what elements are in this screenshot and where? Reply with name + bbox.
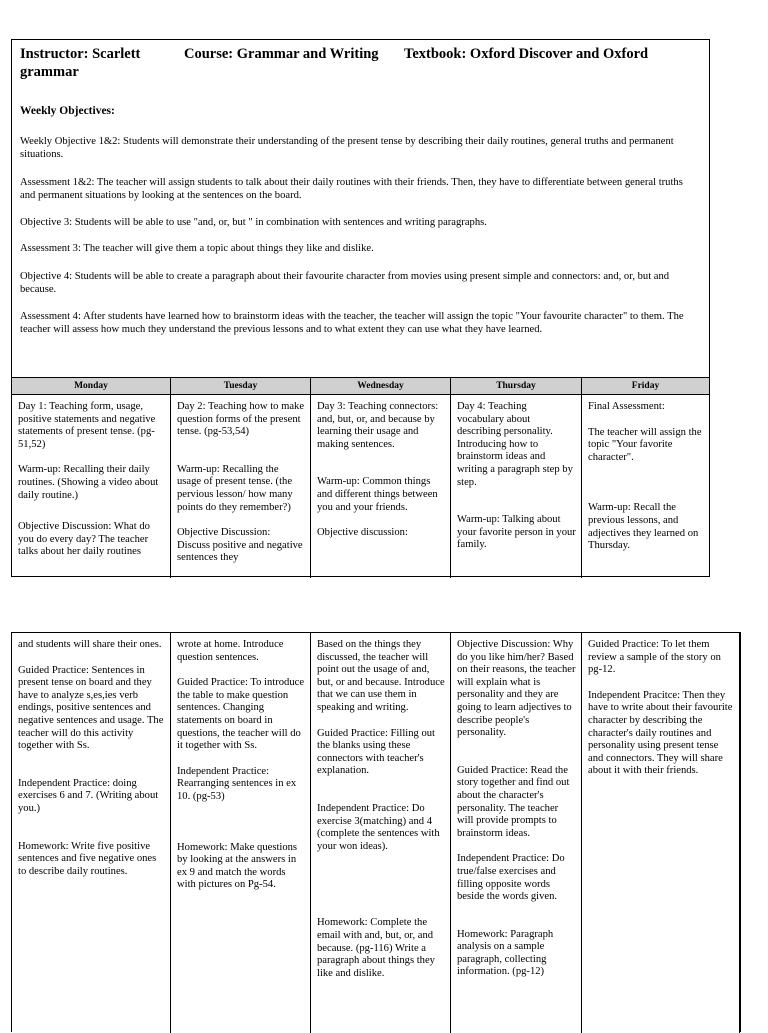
thursday-cell: [451, 401, 581, 577]
monday-cell-continued: [12, 639, 170, 1029]
instructor-label: Instructor: Scarlett: [20, 46, 141, 62]
wednesday-objective-discussion-continued: Based on the things they discussed, the teacher will point out the usage of and, but, or and because. Introduce that we can use them in speaking and writing.: [317, 639, 445, 713]
thursday-warm-up: Warm-up: Talking about your favorite person in your family.: [457, 514, 576, 551]
day-header-wednesday: Wednesday: [357, 381, 404, 391]
wednesday-cell-continued: [311, 639, 450, 1029]
wednesday-homework: Homework: Complete the email with and, but, or, and because. (pg-116) Write a paragraph about things they like and dislike.: [317, 917, 435, 979]
friday-cell-continued: [582, 639, 739, 1029]
day-header-friday: Friday: [631, 381, 660, 391]
wednesday-warm-up: Warm-up: Common things and different things between you and your friends.: [317, 476, 438, 513]
tuesday-warm-up: Warm-up: Recalling the usage of present tense. (the pervious lesson/ how many points do they remember?): [177, 463, 293, 513]
tuesday-day-plan: Day 2: Teaching how to make question forms of the present tense. (pg-53,54): [177, 401, 305, 438]
objective-1-2: Weekly Objective 1&2: Students will demonstrate their understanding of the present tense by describing their daily routines, general truths and permanent situations.: [20, 136, 674, 160]
monday-share: and students will share their ones.: [18, 639, 162, 650]
weekly-objectives-heading: Weekly Objectives:: [20, 105, 115, 117]
column-divider: [739, 633, 740, 1033]
wednesday-day-plan: Day 3: Teaching connectors: and, but, or, and because by learning their usage and making sentences.: [317, 401, 439, 450]
friday-guided-practice: Guided Practice: To let them review a sample of the story on pg-12.: [588, 639, 721, 676]
course-label: Course: Grammar and Writing: [184, 46, 379, 62]
tuesday-cell: [171, 401, 310, 577]
tuesday-independent-practice: Independent Practice: Rearranging sentences in ex 10. (pg-53): [177, 765, 297, 802]
tuesday-guided-practice: Guided Practice: To introduce the table to make question sentences. Changing statements on board in questions, the teacher will do it together with Ss.: [177, 677, 305, 752]
thursday-homework: Homework: Paragraph analysis on a sample paragraph, collecting information. (pg-12): [457, 928, 554, 978]
thursday-cell-continued: [451, 639, 581, 1029]
textbook-label: Textbook: Oxford Discover and Oxford: [404, 46, 649, 62]
tuesday-objective-discussion: Objective Discussion: Discuss positive and negative sentences they: [177, 527, 303, 564]
days-header-row: [12, 377, 709, 395]
day-header-monday: Monday: [74, 381, 108, 391]
lesson-plan-page-1: [11, 39, 710, 577]
day-header-tuesday: Tuesday: [223, 381, 258, 391]
wednesday-guided-practice: Guided Practice: Filling out the blanks using these connectors with teacher's explanation.: [317, 727, 435, 777]
tuesday-introduce: wrote at home. Introduce question sentences.: [177, 639, 284, 663]
objective-4: Objective 4: Students will be able to create a paragraph about their favourite character from movies using present simple and connectors: and, or, but and because.: [20, 271, 670, 295]
friday-warm-up: Warm-up: Recall the previous lessons, and adjectives they learned on Thursday.: [588, 502, 699, 552]
monday-independent-practice: Independent Practice: doing exercises 6 and 7. (Writing about you.): [18, 777, 159, 814]
friday-assign-topic: The teacher will assign the topic "Your favorite character".: [588, 426, 702, 463]
assessment-1-2: Assessment 1&2: The teacher will assign students to talk about their daily routines with their friends. Then, they have to differentiate between general truths and permanent situations by looking at the sentences on the board.: [20, 177, 683, 201]
monday-day-plan: Day 1: Teaching form, usage, positive statements and negative statements of present tense. (pg-51,52): [18, 401, 156, 450]
tuesday-cell-continued: [171, 639, 310, 1029]
friday-final-assessment: Final Assessment:: [588, 401, 665, 412]
tuesday-homework: Homework: Make questions by looking at the answers in ex 9 and match the words with pictures on Pg-54.: [177, 841, 298, 891]
thursday-objective-discussion: Objective Discussion: Why do you like him/her? Based on their reasons, the teacher will explain what is personality and they are going to learn adjectives to describe people's personality.: [457, 639, 576, 739]
monday-cell: [12, 401, 170, 577]
assessment-3: Assessment 3: The teacher will give them a topic about things they like and dislike.: [20, 243, 374, 254]
thursday-guided-practice: Guided Practice: Read the story together and find out about the character's personality. The teacher will provide prompts to brainstorm ideas.: [457, 764, 570, 839]
day-header-thursday: Thursday: [496, 381, 536, 391]
objective-3: Objective 3: Students will be able to use "and, or, but " in combination with sentences and writing paragraphs.: [20, 217, 487, 228]
monday-warm-up: Warm-up: Recalling their daily routines. (Showing a video about daily routine.): [18, 464, 159, 501]
friday-independent-practice: Independent Pracitce: Then they have to write about their favourite character by describing the character's daily routines and personality using present tense and connectors. They will share about it with their friends.: [588, 689, 733, 777]
thursday-independent-practice: Independent Practice: Do true/false exercises and filling opposite words beside the words given.: [457, 853, 565, 903]
monday-objective-discussion: Objective Discussion: What do you do every day? The teacher talks about her daily routines: [18, 521, 150, 558]
textbook-label-continued: grammar: [20, 64, 79, 80]
lesson-plan-page-2: [11, 632, 741, 1032]
friday-cell: [582, 401, 710, 577]
wednesday-independent-practice: Independent Practice: Do exercise 3(matching) and 4 (complete the sentences with your won ideas).: [317, 802, 440, 852]
assessment-4: Assessment 4: After students have learned how to brainstorm ideas with the teacher, the teacher will assign the topic "Your favourite character" to them. The teacher will assess how much they understand the previous lessons and to what extent they can use what they have learned.: [20, 311, 684, 335]
wednesday-objective-discussion: Objective discussion:: [317, 527, 408, 539]
monday-homework: Homework: Write five positive sentences and five negative ones to describe daily routines.: [18, 840, 157, 877]
wednesday-cell: [311, 401, 450, 577]
thursday-day-plan: Day 4: Teaching vocabulary about describing personality. Introducing how to brainstorm ideas and writing a paragraph step by step.: [457, 401, 573, 488]
monday-guided-practice: Guided Practice: Sentences in present tense on board and they have to analyze s,es,ies verb endings, positive sentences and negative sentences and usage. The teacher will do this activity together with Ss.: [18, 664, 164, 752]
